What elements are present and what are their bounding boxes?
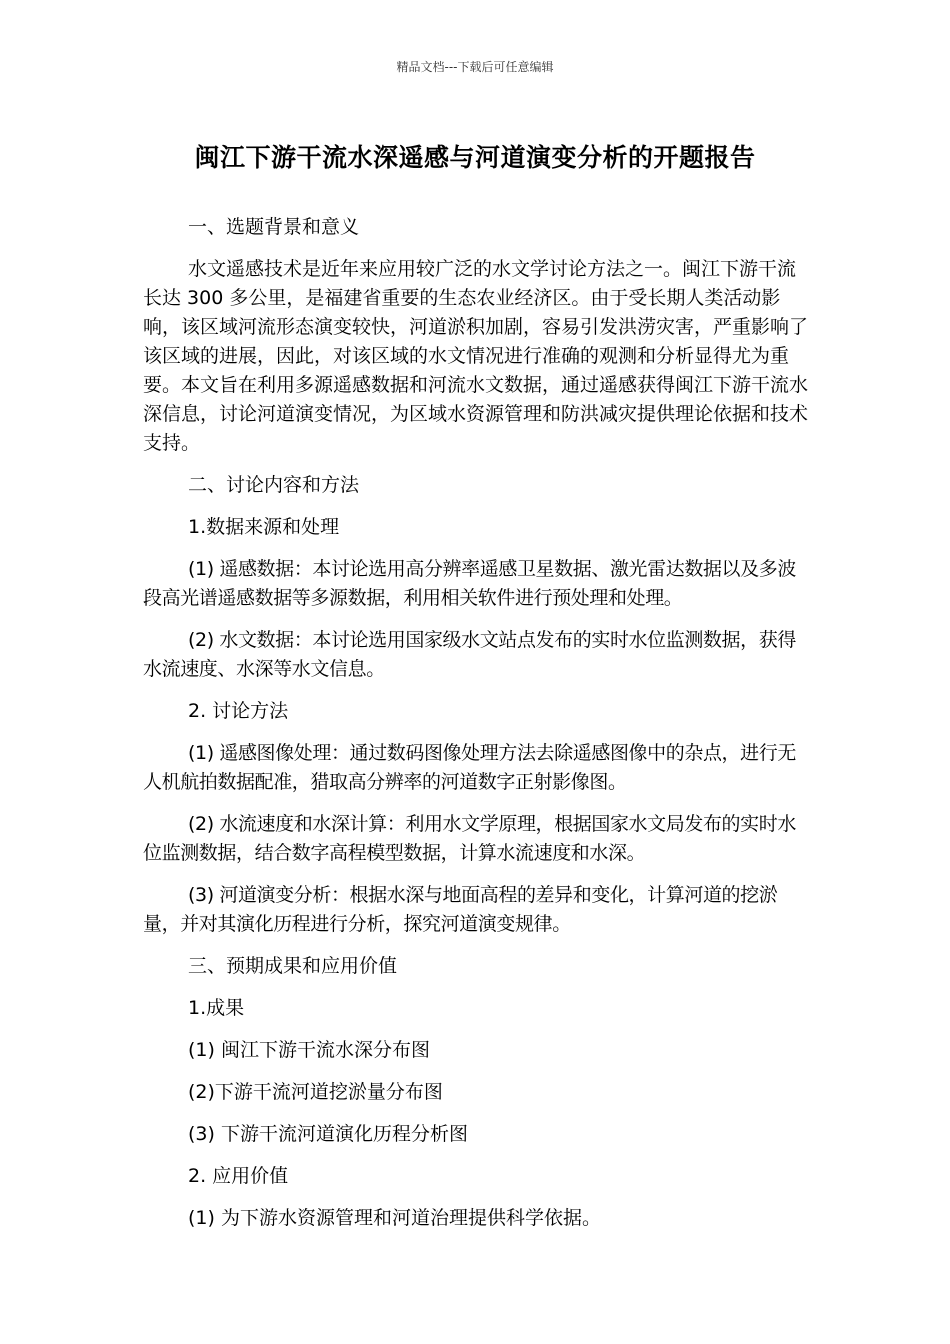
subheading-methods: 2. 讨论方法 xyxy=(188,700,289,722)
subheading-application-value: 2. 应用价值 xyxy=(188,1165,289,1187)
document-body xyxy=(143,213,811,1246)
page-header-note: 精品文档---下载后可任意编辑 xyxy=(396,60,554,74)
subheading-results: 1.成果 xyxy=(188,997,245,1019)
list-item-remote-sensing-data: (1) 遥感数据：本讨论选用高分辨率遥感卫星数据、激光雷达数据以及多波段高光谱遥感数据等多源数据，利用相关软件进行预处理和处理。 xyxy=(143,558,796,609)
list-item-dredging-map: (2)下游干流河道挖淤量分布图 xyxy=(188,1081,443,1103)
list-item-water-management-basis: (1) 为下游水资源管理和河道治理提供科学依据。 xyxy=(188,1207,601,1229)
section-heading-content-methods: 二、讨论内容和方法 xyxy=(188,474,360,496)
subheading-data-source: 1.数据来源和处理 xyxy=(188,516,340,538)
list-item-flow-depth-calculation: (2) 水流速度和水深计算：利用水文学原理，根据国家水文局发布的实时水位监测数据，结合数字高程模型数据，计算水流速度和水深。 xyxy=(143,813,796,864)
list-item-evolution-map: (3) 下游干流河道演化历程分析图 xyxy=(188,1123,468,1145)
list-item-hydrological-data: (2) 水文数据：本讨论选用国家级水文站点发布的实时水位监测数据，获得水流速度、水深等水文信息。 xyxy=(143,629,796,680)
list-item-channel-evolution: (3) 河道演变分析：根据水深与地面高程的差异和变化，计算河道的挖淤量，并对其演化历程进行分析，探究河道演变规律。 xyxy=(143,884,778,935)
paragraph-background: 水文遥感技术是近年来应用较广泛的水文学讨论方法之一。闽江下游干流长达 300 多公里，是福建省重要的生态农业经济区。由于受长期人类活动影响，该区域河流形态演变较快，河道淤积加剧，容易引发洪涝灾害，严重影响了该区域的进展，因此，对该区域的水文情况进行准确的观测和分析显得尤为重要。本文旨在利用多源遥感数据和河流水文数据，通过遥感获得闽江下游干流水深信息，讨论河道演变情况，为区域水资源管理和防洪减灾提供理论依据和技术支持。 xyxy=(143,258,809,454)
list-item-image-processing: (1) 遥感图像处理：通过数码图像处理方法去除遥感图像中的杂点，进行无人机航拍数据配准，猎取高分辨率的河道数字正射影像图。 xyxy=(143,742,796,793)
section-heading-results-value: 三、预期成果和应用价值 xyxy=(188,955,398,977)
list-item-depth-map: (1) 闽江下游干流水深分布图 xyxy=(188,1039,430,1061)
document-title: 闽江下游干流水深遥感与河道演变分析的开题报告 xyxy=(194,143,756,172)
section-heading-background: 一、选题背景和意义 xyxy=(188,216,360,238)
